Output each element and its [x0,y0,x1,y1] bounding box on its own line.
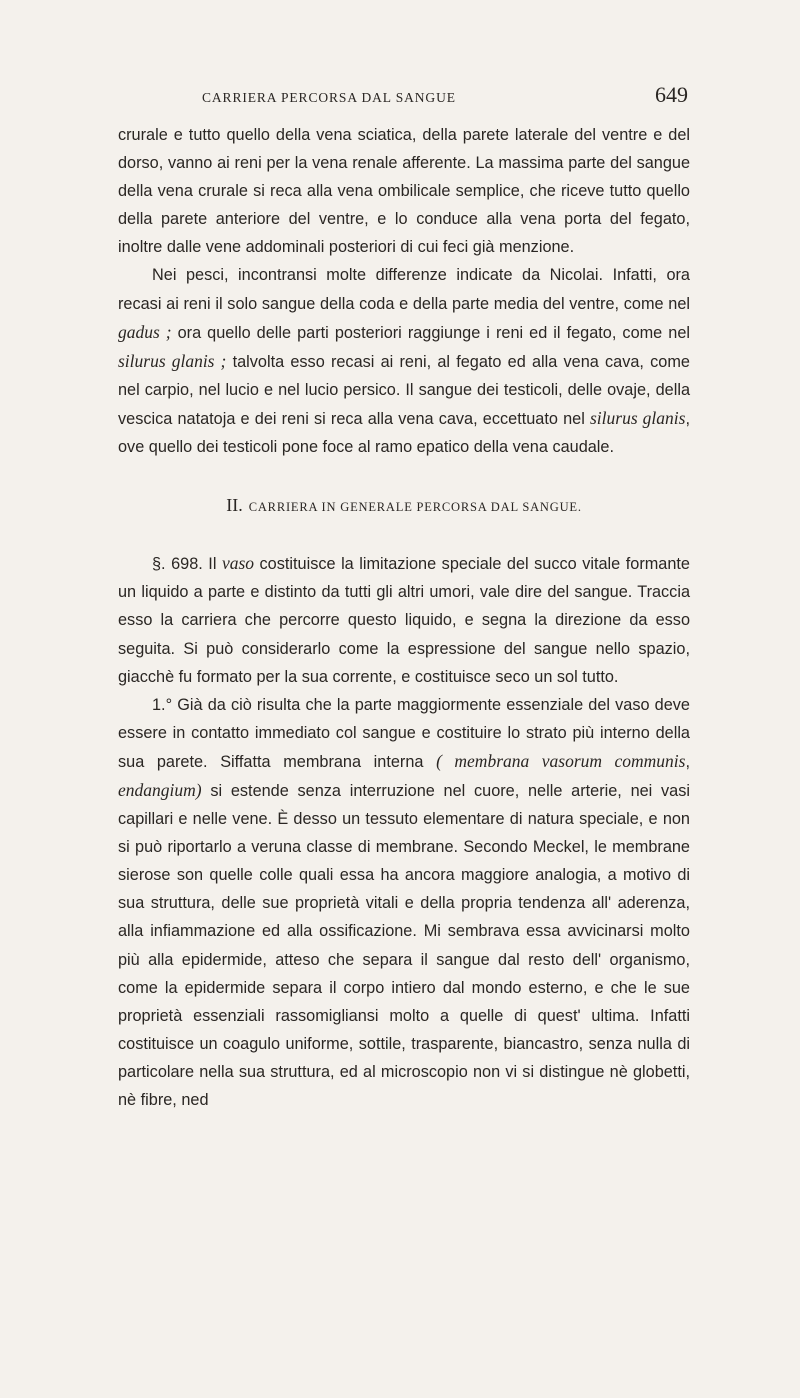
paragraph-continuation: crurale e tutto quello della vena sciatica, della parete laterale del ventre e del dorso, vanno ai reni per la vena renale afferente. La massima parte del sangue della vena crurale si reca alla vena ombilicale semplice, che riceve tutto quello della parete anteriore del ventre, e lo conduce alla vena porta del fegato, inoltre dalle vene addominali posteriori di cui feci già menzione. [118,126,690,257]
running-title: CARRIERA PERCORSA DAL SANGUE [202,90,456,105]
page-number: 649 [655,82,688,107]
paragraph-fish: Nei pesci, incontransi molte differenze indicate da Nicolai. Infatti, ora recasi ai reni il solo sangue della coda e della parte media del ventre, come nel gadus ; ora quello delle parti posteriori raggiunge i reni ed il fegato, come nel silurus glanis ; talvolta esso recasi ai reni, al fegato ed alla vena cava, come nel carpio, nel lucio e nel lucio persico. Il sangue dei testicoli, delle ovaje, della vescica natatoja e dei reni si reca alla vena cava, eccettuato nel silurus glanis, ove quello dei testicoli pone foce al ramo epatico della vena caudale. [118,266,691,457]
running-head [118,82,688,112]
paragraph-698: §. 698. Il vaso costituisce la limitazione speciale del succo vitale formante un liquido a parte e distinto da tutti gli altri umori, vale dire del sangue. Traccia esso la carriera che percorre questo liquido, e segna la direzione da esso seguita. Si può considerarlo come la espressione del sangue nello spazio, giacchè fu formato per la sua corrente, e costituisce seco un sol tutto. [118,553,690,686]
italic-term: ( membrana vasorum communis [436,750,686,771]
italic-term: silurus glanis ; [118,350,227,371]
italic-term: endangium) [118,779,202,800]
paragraph-point-1: 1.° Già da ciò risulta che la parte maggiormente essenziale del vaso deve essere in contatto immediato col sangue e costituire lo strato più interno della sua parete. Siffatta membrana interna ( membrana vasorum communis, endangium) si estende senza interruzione nel cuore, nelle arterie, nei vasi capillari e nelle vene. È desso un tessuto elementare di natura speciale, e non si può riportarlo a veruna classe di membrane. Secondo Meckel, le membrane sierose son quelle colle quali essa ha ancora maggiore analogia, a motivo di sua struttura, delle sue proprietà vitali e della propria tendenza all' aderenza, alla infiammazione ed alla ossificazione. Mi sembrava essa avvicinarsi molto più alla epidermide, atteso che separa il sangue dal resto dell' organismo, come la epidermide separa il corpo intiero dal mondo esterno, e che le sue proprietà essenziali rassomigliansi molto a quelle di quest' ultima. Infatti costituisce un coagulo uniforme, sottile, trasparente, biancastro, senza nulla di particolare nella sua struttura, ed al microscopio non vi si distingue nè globetti, nè fibre, ned [118,695,690,1109]
section-number: II. [226,495,243,516]
italic-term: vaso [221,553,255,574]
section-title: CARRIERA IN GENERALE PERCORSA DAL SANGUE. [248,500,582,515]
italic-term: silurus glanis [590,407,686,428]
italic-term: gadus ; [118,321,172,342]
section-heading [118,491,690,521]
body-text [118,121,690,1114]
